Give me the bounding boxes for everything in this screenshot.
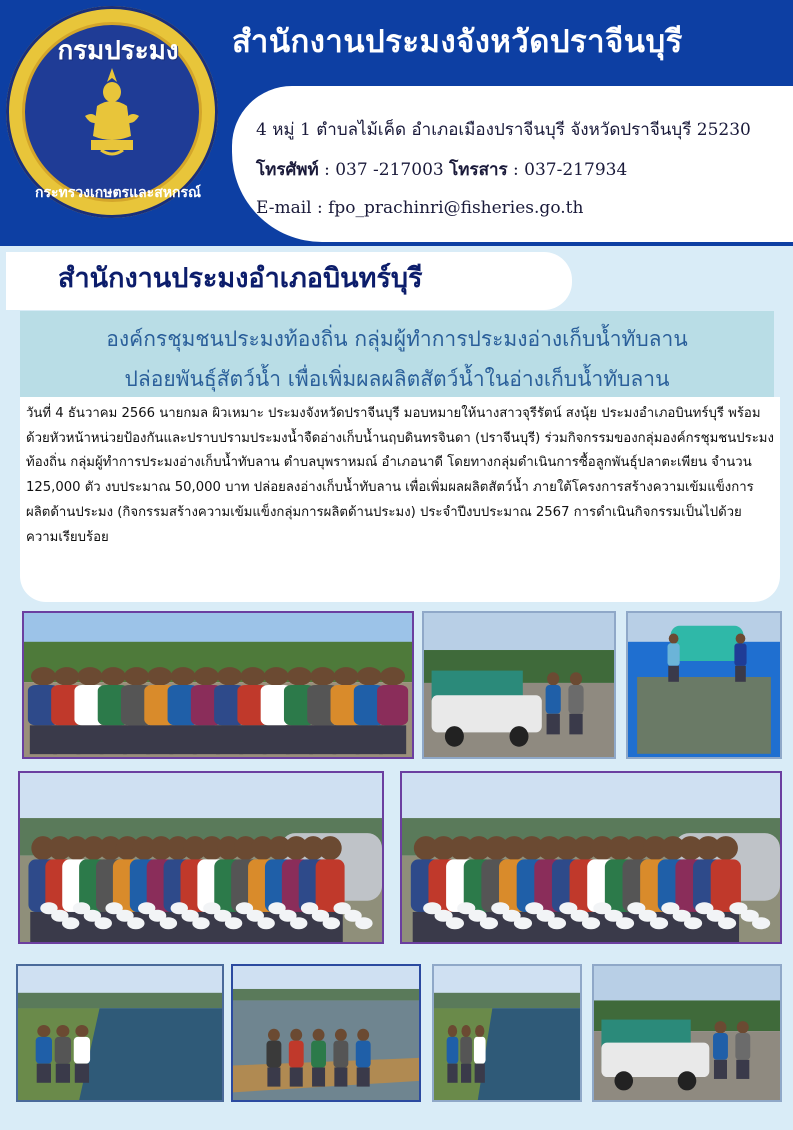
photo-truck-release bbox=[592, 964, 782, 1102]
photo-group-portrait bbox=[22, 611, 414, 759]
photo-pickup-truck bbox=[422, 611, 616, 759]
phone-value: : 037 -217003 bbox=[318, 160, 450, 180]
photo-shore-release bbox=[16, 964, 224, 1102]
photo-group-with-bags-1 bbox=[18, 771, 384, 944]
photo-raft-release bbox=[231, 964, 421, 1102]
photo-waterside-release bbox=[432, 964, 582, 1102]
email-line[interactable]: E-mail : fpo_prachinri@fisheries.go.th bbox=[256, 198, 584, 218]
office-title: สำนักงานประมงจังหวัดปราจีนบุรี bbox=[232, 24, 683, 60]
address-line: 4 หมู่ 1 ตำบลไม้เค็ด อำเภอเมืองปราจีนบุรี จังหวัดปราจีนบุรี 25230 bbox=[256, 120, 751, 140]
news-body-box bbox=[20, 397, 780, 602]
headline-line-2: ปล่อยพันธุ์สัตว์น้ำ เพื่อเพิ่มผลผลิตสัตว์น้ำในอ่างเก็บน้ำทับลาน bbox=[124, 367, 670, 391]
contact-box bbox=[232, 86, 793, 242]
photo-group-with-bags-2 bbox=[400, 771, 782, 944]
district-office-title: สำนักงานประมงอำเภอบินทร์บุรี bbox=[58, 263, 423, 294]
phone-label: โทรศัพท์ bbox=[256, 160, 319, 180]
logo-top-text: กรมประมง bbox=[57, 36, 179, 66]
phone-fax-line bbox=[256, 156, 627, 183]
photo-fish-tank bbox=[626, 611, 782, 759]
news-headline-box bbox=[20, 311, 774, 397]
news-body-text: วันที่ 4 ธันวาคม 2566 นายกมล ผิวเหมาะ ประมงจังหวัดปราจีนบุรี มอบหมายให้นางสาวจุรีรัตน์ สงนุ้ย ประมงอำเภอบินทร์บุรี พร้อมด้วยหัวหน้าหน่วยป้องกันและปราบปรามประมงน้ำจืดอ่างเก็บน้ำนฤบดินทรจินดา (ปราจีนบุรี) ร่วมกิจกรรมของกลุ่มองค์กรชุมชนประมงท้องถิ่น กลุ่มผู้ทำการประมงอ่างเก็บน้ำทับลาน ตำบลบุพราหมณ์ อำเภอนาดี โดยทางกลุ่มดำเนินการซื้อลูกพันธุ์ปลาตะเพียน จำนวน 125,000 ตัว งบประมาณ 50,000 บาท ปล่อยลงอ่างเก็บน้ำทับลาน เพื่อเพิ่มผลผลิตสัตว์น้ำ ภายใต้โครงการสร้างความเข้มแข็งการผลิตด้านประมง (กิจกรรมสร้างความเข้มแข็งกลุ่มการผลิตด้านประมง) ประจำปีงบประมาณ 2567 การดำเนินกิจกรรมเป็นไปด้วยความเรียบร้อย bbox=[26, 406, 774, 545]
headline-line-1: องค์กรชุมชนประมงท้องถิ่น กลุ่มผู้ทำการประมงอ่างเก็บน้ำทับลาน bbox=[106, 327, 688, 351]
deity-emblem-icon bbox=[79, 66, 145, 158]
logo-bottom-text: กระทรวงเกษตรและสหกรณ์ bbox=[35, 185, 201, 201]
header-banner bbox=[0, 0, 793, 246]
department-of-fisheries-logo bbox=[6, 6, 218, 218]
fax-value: : 037-217934 bbox=[507, 160, 628, 180]
fax-label: โทรสาร bbox=[449, 160, 508, 180]
